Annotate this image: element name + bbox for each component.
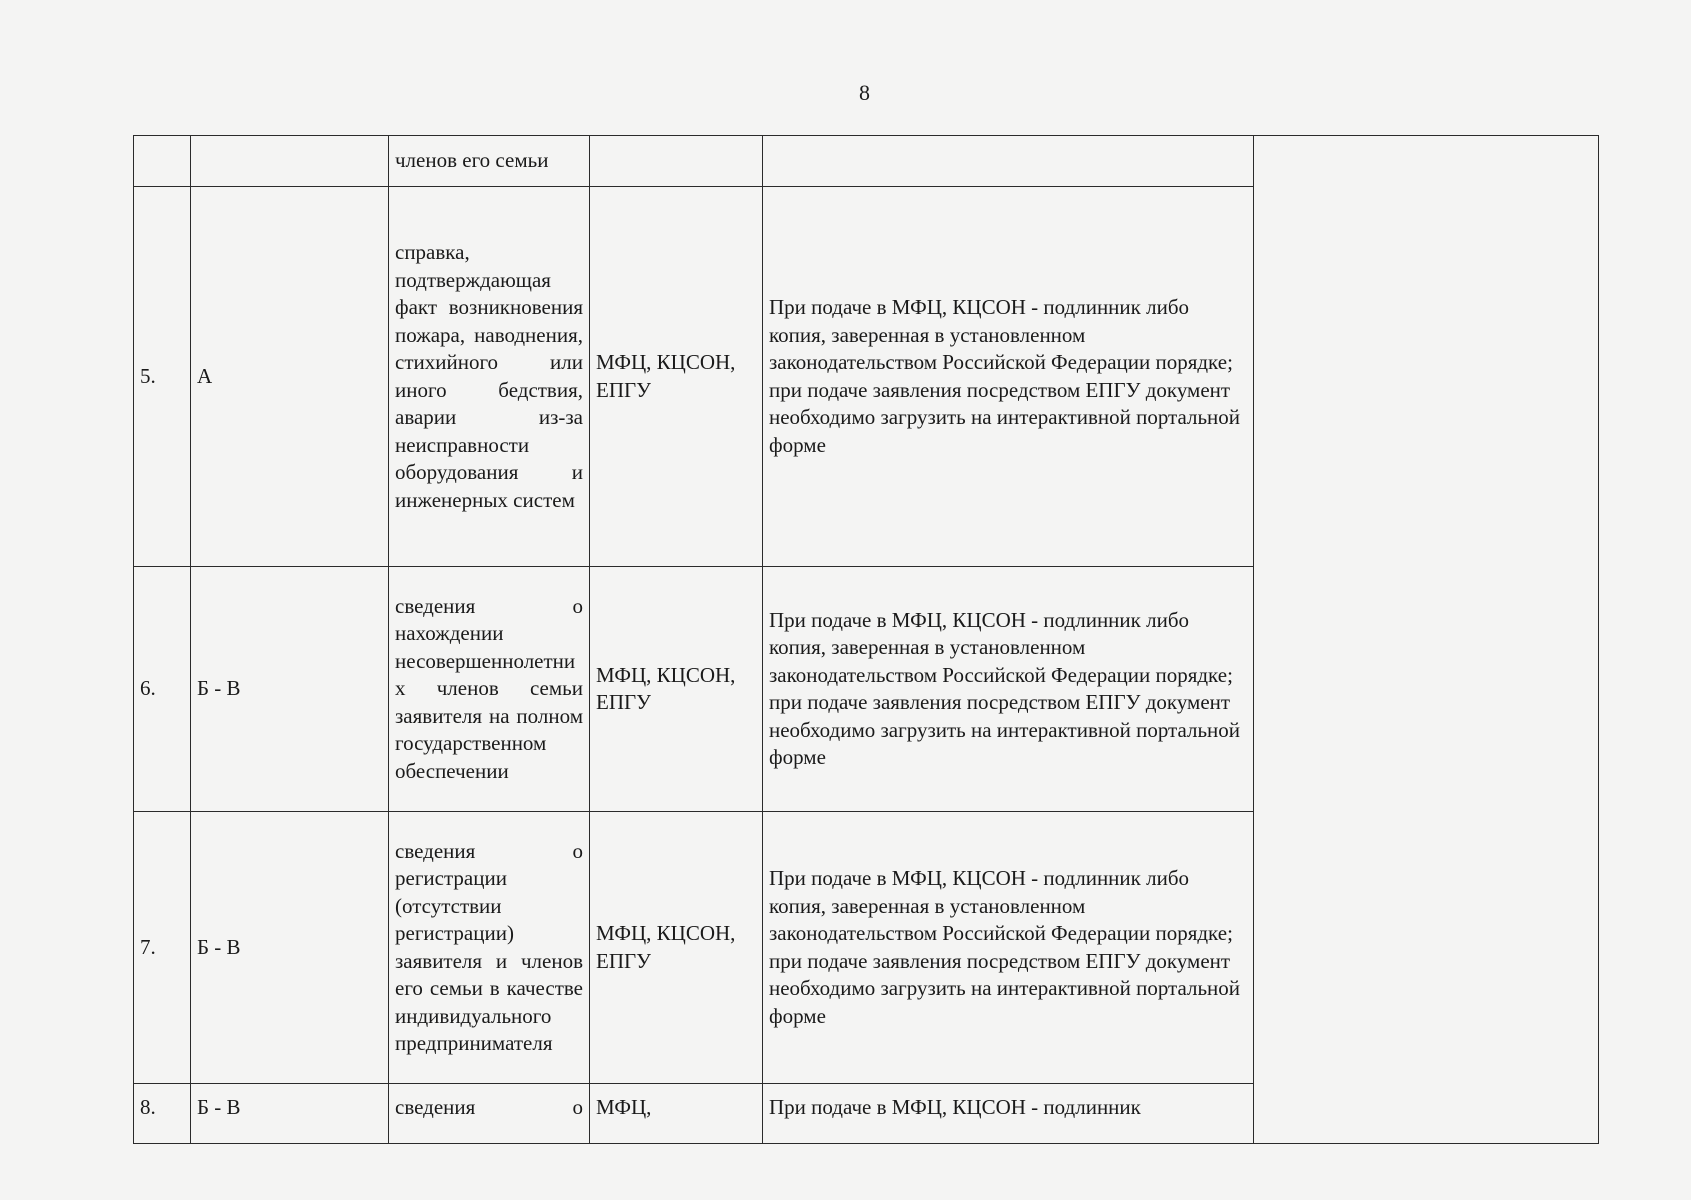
document-cell: членов его семьи (389, 136, 590, 187)
submission-place-cell (590, 136, 763, 187)
row-number-cell: 5. (134, 187, 191, 567)
row-number-cell: 7. (134, 812, 191, 1084)
submission-terms-cell (763, 136, 1254, 187)
page-number: 8 (859, 80, 870, 105)
document-cell: сведения о нахождении несовершеннолетних членов семьи заявителя на полном государственном обеспечении (389, 567, 590, 812)
submission-terms-cell: При подаче в МФЦ, КЦСОН - подлинник либо копия, заверенная в установленном законодательством Российской Федерации порядке; при подаче заявления посредством ЕПГУ документ необходимо загрузить на интерактивной портальной форме (763, 812, 1254, 1084)
empty-column-cell (1254, 136, 1599, 1144)
category-cell: А (191, 187, 389, 567)
document-cell: сведения о (389, 1084, 590, 1144)
row-number-cell: 6. (134, 567, 191, 812)
submission-terms-cell: При подаче в МФЦ, КЦСОН - подлинник либо копия, заверенная в установленном законодательством Российской Федерации порядке; при подаче заявления посредством ЕПГУ документ необходимо загрузить на интерактивной портальной форме (763, 187, 1254, 567)
table-row (134, 136, 1599, 187)
submission-place-cell: МФЦ, (590, 1084, 763, 1144)
category-cell: Б - В (191, 1084, 389, 1144)
submission-terms-cell: При подаче в МФЦ, КЦСОН - подлинник либо копия, заверенная в установленном законодательством Российской Федерации порядке; при подаче заявления посредством ЕПГУ документ необходимо загрузить на интерактивной портальной форме (763, 567, 1254, 812)
document-cell: сведения о регистрации (отсутствии регистрации) заявителя и членов его семьи в качестве индивидуального предпринимателя (389, 812, 590, 1084)
documents-table (133, 135, 1599, 1144)
category-cell: Б - В (191, 567, 389, 812)
document-cell: справка, подтверждающая факт возникновения пожара, наводнения, стихийного или иного бедствия, аварии из-за неисправности оборудования и инженерных систем (389, 187, 590, 567)
submission-terms-cell: При подаче в МФЦ, КЦСОН - подлинник (763, 1084, 1254, 1144)
row-number-cell: 8. (134, 1084, 191, 1144)
category-cell (191, 136, 389, 187)
submission-place-cell: МФЦ, КЦСОН, ЕПГУ (590, 567, 763, 812)
submission-place-cell: МФЦ, КЦСОН, ЕПГУ (590, 187, 763, 567)
category-cell: Б - В (191, 812, 389, 1084)
row-number-cell (134, 136, 191, 187)
submission-place-cell: МФЦ, КЦСОН, ЕПГУ (590, 812, 763, 1084)
